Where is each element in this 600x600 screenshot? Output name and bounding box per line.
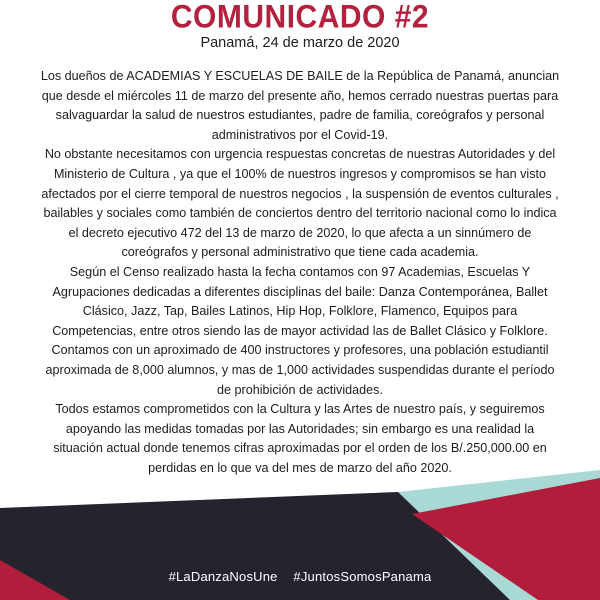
paragraph-academies-closed: Los dueños de ACADEMIAS Y ESCUELAS DE BAILE de la República de Panamá, anuncian que desde el miércoles 11 de marzo del presente año, hemos cerrado nuestras puertas para salvaguardar la salud de nuestros estudiantes, padre de familia, coreógrafos y personal administrativos por el Covid-19. [40,69,560,142]
paragraph-census: Según el Censo realizado hasta la fecha contamos con 97 Academias, Escuelas Y Agrupaciones dedicadas a diferentes disciplinas del baile: Danza Contemporánea, Ballet Clásico, Jazz, Tap, Bailes Latinos, Hip Hop, Folklore, Flamenco, Equipos para Competencias, entre otros siendo las de mayor actividad las de Ballet Clásico y Folklore. [52,264,548,338]
paragraph-instructors: Contamos con un aproximado de 400 instructores y profesores, una población estudiantil aproximada de 8,000 alumnos, y mas de 1,000 actividades suspendidas durante el período de prohibición de actividades. [45,343,555,397]
paragraph-commitment: Todos estamos comprometidos con la Cultura y las Artes de nuestro país, y seguiremos apoyando las medidas tomadas por las Autoridades; sin embargo es una realidad la situación actual donde tenemos cifras aproximadas por el orden de los B/.250,000.00 en perdidas en lo que va del mes de marzo del año 2020. [53,402,547,475]
paragraph-authorities-request: No obstante necesitamos con urgencia respuestas concretas de nuestras Autoridades y del Ministerio de Cultura , ya que el 100% de nuestros ingresos y compromisos se han visto afectados por el cierre temporal de nuestros negocios , la suspensión de eventos culturales , bailables y sociales como también de conciertos dentro del territorio nacional como lo indica el decreto ejecutivo 472 del 13 de marzo de 2020, lo que afecta a un sinnúmero de coreógrafos y personal administrativo que tiene cada academia. [41,147,559,260]
page-title: COMUNICADO #2 [170,0,430,36]
communique-body [40,67,560,478]
hashtag-la-danza-nos-une: #LaDanzaNosUne [168,569,278,584]
hashtag-bar [0,565,600,589]
date-line: Panamá, 24 de marzo de 2020 [200,35,400,51]
hashtag-juntos-somos-panama: #JuntosSomosPanama [293,569,432,584]
